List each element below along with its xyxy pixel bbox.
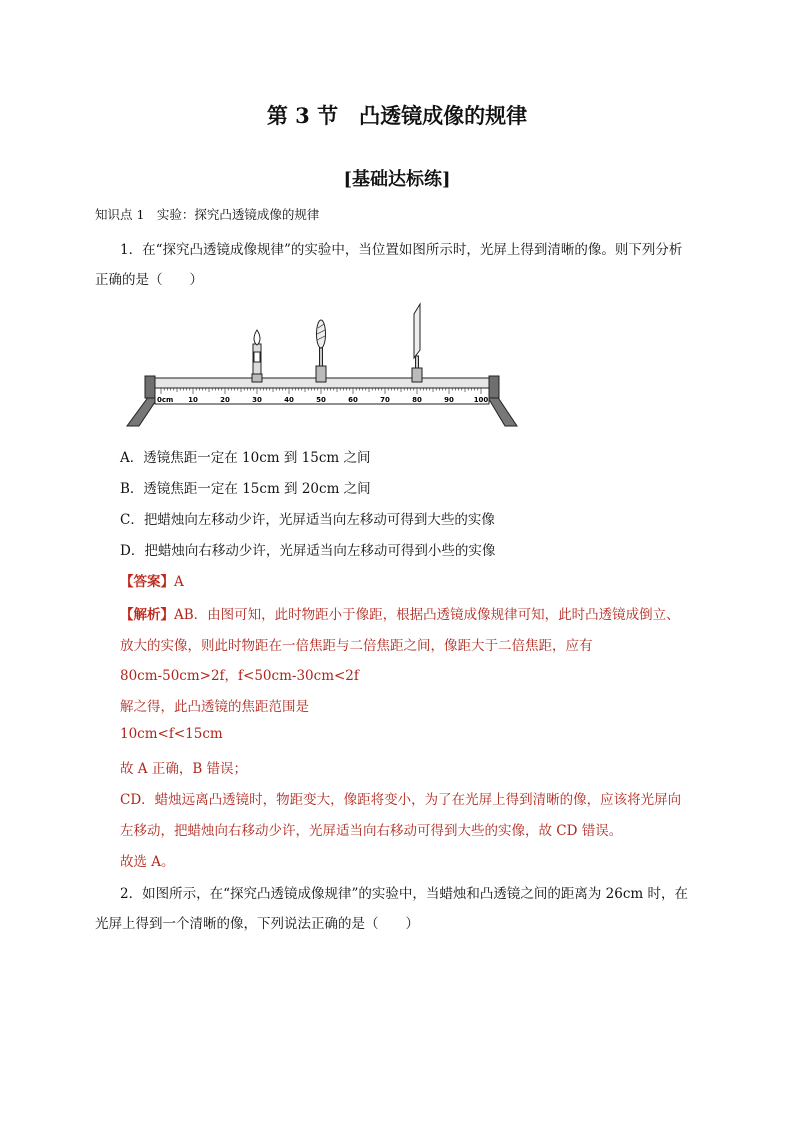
q1-analysis-line6: 故 A 正确，B 错误； [120, 761, 248, 777]
q1-option-a: A．透镜焦距一定在 10cm 到 15cm 之间 [120, 450, 371, 466]
candle [252, 330, 262, 382]
q2-stem-line1: 2．如图所示，在“探究凸透镜成像规律”的实验中，当蜡烛和凸透镜之间的距离为 26cm 时，在 [120, 886, 689, 902]
q1-stem-line2: 正确的是（ ） [95, 272, 203, 288]
q1-analysis-line4: 解之得，此凸透镜的焦距范围是 [120, 699, 309, 715]
scale-tick-label: 50 [316, 396, 326, 404]
q1-answer [120, 570, 184, 590]
q1-analysis-line1 [120, 603, 680, 623]
q1-stem-line1: 1．在“探究凸透镜成像规律”的实验中，当位置如图所示时，光屏上得到清晰的像。则下列分析 [120, 242, 683, 258]
scale-tick-label: 90 [444, 396, 454, 404]
scale-tick-label: 40 [284, 396, 294, 404]
q1-analysis-line7: CD．蜡烛远离凸透镜时，物距变大，像距将变小，为了在光屏上得到清晰的像，应该将光屏向 [120, 792, 682, 808]
page-title: 第 3 节 凸透镜成像的规律 [266, 103, 528, 128]
scale-tick-label: 100 [473, 396, 489, 404]
convex-lens [316, 320, 326, 382]
q1-analysis-line2: 放大的实像，则此时物距在一倍焦距与二倍焦距之间，像距大于二倍焦距，应有 [120, 638, 593, 654]
light-screen [412, 304, 422, 382]
optical-bench-figure [125, 300, 525, 430]
bench-right-end-block [489, 376, 499, 398]
scale-tick-label: 30 [252, 396, 262, 404]
scale-unit-label: 0cm [157, 396, 174, 404]
q1-analysis-line3: 80cm-50cm>2f，f<50cm-30cm<2f [120, 668, 359, 684]
answer-value: A [174, 574, 184, 590]
scale-tick-label: 10 [188, 396, 198, 404]
q1-option-c: C．把蜡烛向左移动少许，光屏适当向左移动可得到大些的实像 [120, 512, 495, 528]
answer-tag: 【答案】 [120, 574, 174, 590]
q1-option-b: B．透镜焦距一定在 15cm 到 20cm 之间 [120, 481, 371, 497]
bench-right-leg [487, 396, 517, 426]
q2-stem-line2: 光屏上得到一个清晰的像，下列说法正确的是（ ） [95, 916, 419, 932]
q1-analysis-line5: 10cm<f<15cm [120, 726, 223, 742]
q1-option-d: D．把蜡烛向右移动少许，光屏适当向左移动可得到小些的实像 [120, 543, 496, 559]
analysis-text-1: AB．由图可知，此时物距小于像距，根据凸透镜成像规律可知，此时凸透镜成倒立、 [174, 607, 680, 623]
q1-analysis-line9: 故选 A。 [120, 854, 175, 870]
bench-left-end-block [145, 376, 155, 398]
scale-tick-label: 60 [348, 396, 358, 404]
section-subtitle: [基础达标练] [343, 169, 451, 190]
scale-tick-label: 80 [412, 396, 422, 404]
q1-analysis-line8: 左移动，把蜡烛向右移动少许，光屏适当向右移动可得到大些的实像，故 CD 错误。 [120, 823, 623, 839]
analysis-tag: 【解析】 [120, 607, 174, 623]
scale-tick-label: 20 [220, 396, 230, 404]
knowledge-point-heading: 知识点 1 实验：探究凸透镜成像的规律 [95, 207, 320, 222]
scale-tick-label: 70 [380, 396, 390, 404]
bench-left-leg [127, 396, 159, 426]
